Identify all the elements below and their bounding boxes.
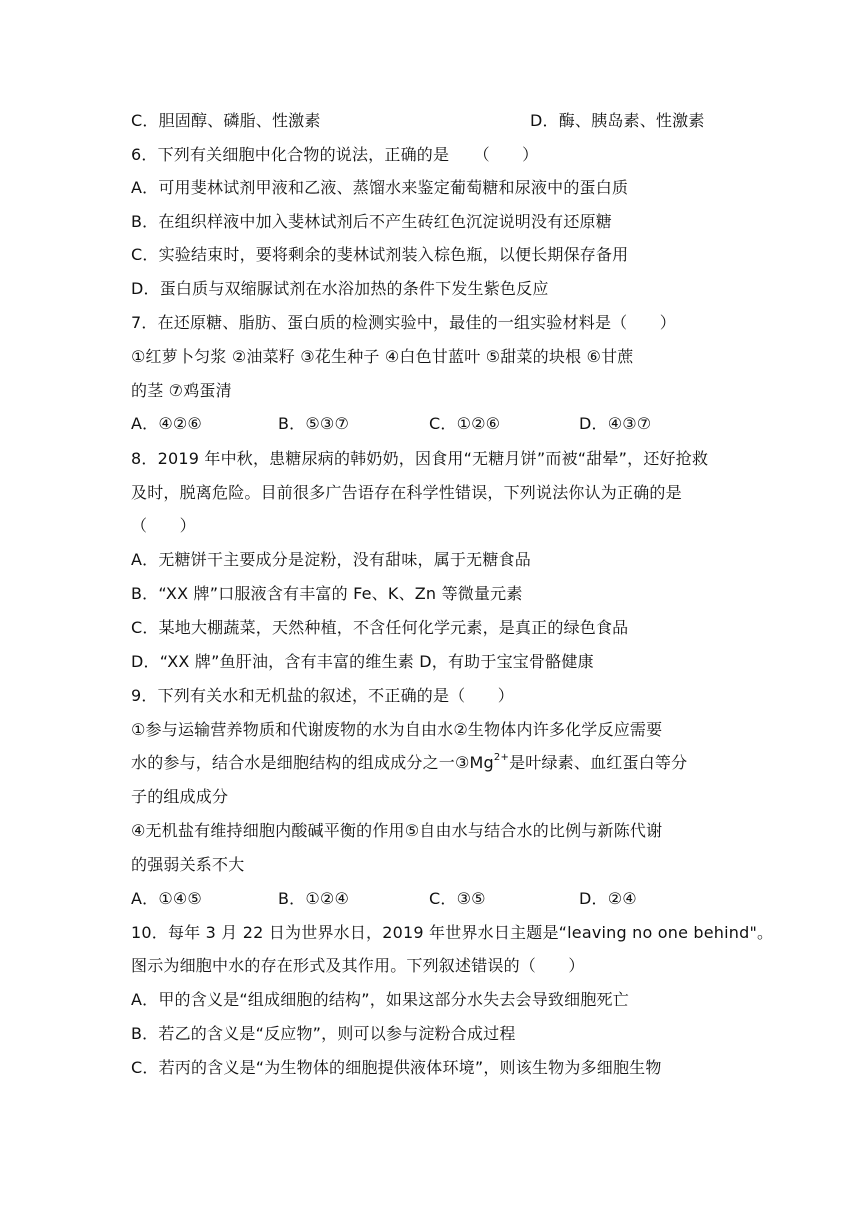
q5-option-c: C．胆固醇、磷脂、性激素: [131, 111, 321, 130]
q10-stem-line2: 图示为细胞中水的存在形式及其作用。下列叙述错误的（ ）: [131, 956, 585, 975]
q7-option-c: C．①②⑥: [429, 414, 501, 433]
mg-charge-superscript: 2+: [493, 751, 510, 763]
q9-statement-line4: ④无机盐有维持细胞内酸碱平衡的作用⑤自由水与结合水的比例与新陈代谢: [131, 821, 663, 840]
q6-stem: 6．下列有关细胞中化合物的说法，正确的是 （ ）: [131, 145, 539, 164]
q6-option-d: D．蛋白质与双缩脲试剂在水浴加热的条件下发生紫色反应: [131, 279, 549, 298]
q8-stem-line1: 8．2019 年中秋，患糖尿病的韩奶奶，因食用“无糖月饼”而被“甜晕”，还好抢救: [131, 449, 709, 468]
q10-option-b: B．若乙的含义是“反应物”，则可以参与淀粉合成过程: [131, 1024, 516, 1043]
q9-option-a: A．①④⑤: [131, 889, 202, 908]
q9-statement-line5: 的强弱关系不大: [131, 855, 245, 874]
q10-option-a: A．甲的含义是“组成细胞的结构”，如果这部分水失去会导致细胞死亡: [131, 990, 629, 1009]
q9-option-b: B．①②④: [278, 889, 350, 908]
q10-option-c: C．若丙的含义是“为生物体的细胞提供液体环境”，则该生物为多细胞生物: [131, 1058, 662, 1077]
q10-stem-line1: 10．每年 3 月 22 日为世界水日，2019 年世界水日主题是“leaving no one behind"。: [131, 923, 774, 942]
q7-option-d: D．④③⑦: [579, 414, 652, 433]
q7-materials-line1: ①红萝卜匀浆 ②油菜籽 ③花生种子 ④白色甘蓝叶 ⑤甜菜的块根 ⑥甘蔗: [131, 347, 634, 366]
q8-option-c: C．某地大棚蔬菜，天然种植，不含任何化学元素，是真正的绿色食品: [131, 618, 629, 637]
q7-stem: 7．在还原糖、脂肪、蛋白质的检测实验中，最佳的一组实验材料是（ ）: [131, 313, 676, 332]
q9-option-c: C．③⑤: [429, 889, 486, 908]
q9-options-row: [131, 888, 637, 910]
q5-option-d: D．酶、胰岛素、性激素: [530, 111, 705, 130]
q6-option-a: A．可用斐林试剂甲液和乙液、蒸馏水来鉴定葡萄糖和尿液中的蛋白质: [131, 178, 629, 197]
q9-statement-line2: [131, 752, 687, 774]
q8-stem-line3: （ ）: [131, 516, 196, 535]
q8-option-a: A．无糖饼干主要成分是淀粉，没有甜味，属于无糖食品: [131, 550, 531, 569]
q9-option-d: D．②④: [579, 889, 637, 908]
q7-materials-line2: 的茎 ⑦鸡蛋清: [131, 381, 232, 400]
q7-option-b: B．⑤③⑦: [278, 414, 350, 433]
q9-statement-line3: 子的组成成分: [131, 787, 229, 806]
q9-statement-line2-part1: 水的参与，结合水是细胞结构的组成成分之一③Mg: [131, 753, 494, 772]
q7-option-a: A．④②⑥: [131, 414, 202, 433]
q8-option-b: B．“XX 牌”口服液含有丰富的 Fe、K、Zn 等微量元素: [131, 584, 523, 603]
q8-option-d: D．“XX 牌”鱼肝油，含有丰富的维生素 D，有助于宝宝骨骼健康: [131, 652, 594, 671]
q8-stem-line2: 及时，脱离危险。目前很多广告语存在科学性错误，下列说法你认为正确的是: [131, 483, 682, 502]
q9-stem: 9．下列有关水和无机盐的叙述，不正确的是（ ）: [131, 686, 514, 705]
q6-option-c: C．实验结束时，要将剩余的斐林试剂装入棕色瓶，以便长期保存备用: [131, 245, 629, 264]
q7-options-row: [131, 413, 651, 435]
q6-option-b: B．在组织样液中加入斐林试剂后不产生砖红色沉淀说明没有还原糖: [131, 212, 612, 231]
q9-statement-line1: ①参与运输营养物质和代谢废物的水为自由水②生物体内许多化学反应需要: [131, 720, 663, 739]
q9-statement-line2-part2: 是叶绿素、血红蛋白等分: [509, 753, 688, 772]
